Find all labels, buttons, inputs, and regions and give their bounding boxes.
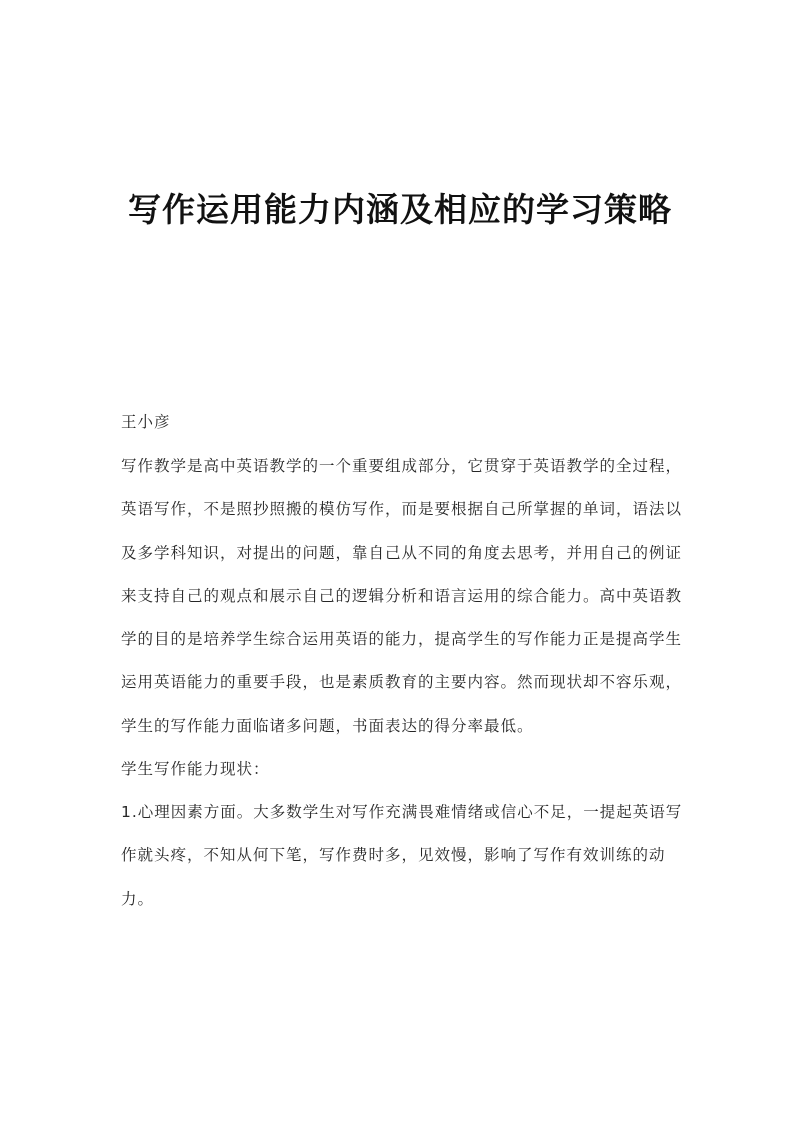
author-name: 王小彦 bbox=[121, 413, 171, 431]
paragraph-line: 作就头疼，不知从何下笔，写作费时多，见效慢，影响了写作有效训练的动 bbox=[121, 846, 666, 865]
paragraph-line: 运用英语能力的重要手段，也是素质教育的主要内容。然而现状却不容乐观， bbox=[121, 673, 683, 692]
section-heading: 学生写作能力现状： bbox=[121, 760, 270, 778]
paragraph-line: 学生的写作能力面临诸多问题，书面表达的得分率最低。 bbox=[121, 716, 534, 735]
numbered-paragraph bbox=[121, 791, 681, 921]
paragraph-line: 力。 bbox=[121, 889, 155, 908]
document-title: 写作运用能力内涵及相应的学习策略 bbox=[128, 190, 672, 229]
paragraph-line: 写作教学是高中英语教学的一个重要组成部分，它贯穿于英语教学的全过程， bbox=[121, 457, 683, 475]
paragraph-line: 1.心理因素方面。大多数学生对写作充满畏难情绪或信心不足，一提起英语写 bbox=[121, 803, 683, 821]
paragraph-line: 英语写作，不是照抄照搬的模仿写作，而是要根据自己所掌握的单词，语法以 bbox=[121, 500, 683, 519]
paragraph-line: 及多学科知识，对提出的问题，靠自己从不同的角度去思考，并用自己的例证 bbox=[121, 543, 683, 562]
intro-paragraph bbox=[121, 445, 681, 748]
paragraph-line: 学的目的是培养学生综合运用英语的能力，提高学生的写作能力正是提高学生 bbox=[121, 630, 683, 649]
paragraph-line: 来支持自己的观点和展示自己的逻辑分析和语言运用的综合能力。高中英语教 bbox=[121, 586, 683, 605]
